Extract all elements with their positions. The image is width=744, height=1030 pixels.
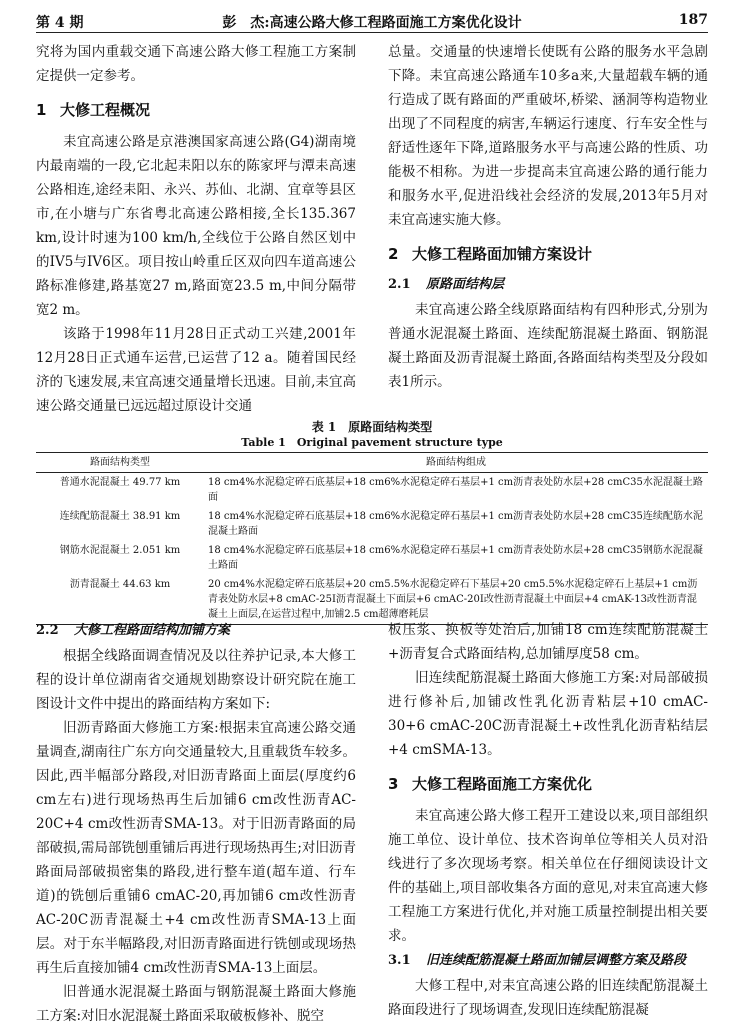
running-title: 彭 杰:高速公路大修工程路面施工方案优化设计 [222, 15, 522, 31]
table-row [36, 507, 708, 541]
paragraph: 旧连续配筋混凝土路面大修施工方案:对局部破损进行修补后,加铺改性乳化沥青粘层+10 cmAC-30+6 cmAC-20C沥青混凝土+改性乳化沥青粘结层+4 cmSMA-13。 [388, 670, 708, 758]
paragraph: 耒宜高速公路全线原路面结构有四种形式,分别为普通水泥混凝土路面、连续配筋混凝土路面、钢筋混凝土路面及沥青混凝土路面,各路面结构类型及分段如表1所示。 [388, 302, 708, 390]
table-row [36, 473, 708, 508]
right-column-bottom [388, 618, 708, 1022]
table-cell-composition: 20 cm4%水泥稳定碎石底基层+20 cm5.5%水泥稳定碎石下基层+20 cm5.5%水泥稳定碎石上基层+1 cm沥青表处防水层+8 cmAC-25I沥青混凝土下面层+6 cmAC-20I改性沥青混凝土中面层+4 cmAK-13改性沥青混凝土上面层,在运营过程中,加铺2.5 cm超薄磨耗层 [204, 575, 708, 625]
table-header-composition: 路面结构组成 [204, 453, 708, 473]
right-column-top [388, 40, 708, 394]
table-caption-en: Table 1 Original pavement structure type [241, 436, 503, 449]
table-cell-composition: 18 cm4%水泥稳定碎石底基层+18 cm6%水泥稳定碎石基层+1 cm沥青表处防水层+28 cmC35连续配筋水泥混凝土路面 [208, 511, 703, 537]
page-number: 187 [678, 12, 708, 28]
table-header-type: 路面结构类型 [36, 453, 204, 473]
paragraph: 根据全线路面调查情况及以往养护记录,本大修工程的设计单位湖南省交通规划勘察设计研究院在施工图设计文件中提出的路面结构方案如下: [36, 648, 356, 712]
table-cell-type: 普通水泥混凝土 49.77 km [59, 477, 181, 488]
paragraph: 耒宜高速公路大修工程开工建设以来,项目部组织施工单位、设计单位、技术咨询单位等相关人员对沿线进行了多次现场考察。相关单位在仔细阅读设计文件的基础上,项目部收集各方面的意见,对耒宜高速大修工程施工方案进行优化,并对施工质量控制提出相关要求。 [388, 808, 708, 944]
subsection-heading-2-2: 2.2 大修工程路面结构加铺方案 [36, 623, 231, 638]
table-cell-type: 连续配筋混凝土 38.91 km [59, 511, 181, 522]
subsection-heading-3-1: 3.1 旧连续配筋混凝土路面加铺层调整方案及路段 [388, 953, 687, 968]
section-heading-2: 2 大修工程路面加铺方案设计 [388, 245, 593, 263]
running-header [36, 10, 708, 33]
pavement-structure-table [36, 452, 708, 625]
section-heading-1: 1 大修工程概况 [36, 101, 151, 119]
paragraph: 旧普通水泥混凝土路面与钢筋混凝土路面大修施工方案:对旧水泥混凝土路面采取破板修补、脱空 [36, 984, 356, 1024]
table-caption-cn: 表 1 原路面结构类型 [311, 420, 433, 434]
paragraph: 耒宜高速公路是京港澳国家高速公路(G4)湖南境内最南端的一段,它北起耒阳以东的陈家坪与潭耒高速公路相连,途经耒阳、永兴、苏仙、北湖、宜章等县区市,在小塘与广东省粤北高速公路相接,全长135.367 km,设计时速为100 km/h,全线位于公路自然区划中的IV5与IV6区。项目按山岭重丘区双向四车道高速公路标准修建,路基宽27 m,路面宽23.5 m,中间分隔带宽2 m。 [36, 134, 356, 318]
table-cell-composition: 18 cm4%水泥稳定碎石底基层+18 cm6%水泥稳定碎石基层+1 cm沥青表处防水层+28 cmC35水泥混凝土路面 [208, 477, 703, 503]
table-cell-type: 沥青混凝土 44.63 km [36, 575, 204, 625]
table-row [36, 541, 708, 575]
paragraph: 该路于1998年11月28日正式动工兴建,2001年12月28日正式通车运营,已运营了12 a。随着国民经济的飞速发展,耒宜高速交通量增长迅速。目前,耒宜高速公路交通量已远远超过原设计交通 [36, 326, 356, 414]
table-cell-type: 钢筋水泥混凝土 2.051 km [59, 545, 181, 556]
table-cell-composition: 18 cm4%水泥稳定碎石底基层+18 cm6%水泥稳定碎石基层+1 cm沥青表处防水层+28 cmC35钢筋水泥混凝土路面 [208, 545, 703, 571]
issue-number: 第 4 期 [36, 15, 84, 31]
paragraph: 旧沥青路面大修施工方案:根据耒宜高速公路交通量调查,湖南往广东方向交通量较大,且重载货车较多。因此,西半幅部分路段,对旧沥青路面上面层(厚度约6 cm左右)进行现场热再生后加铺6 cm改性沥青AC-20C+4 cm改性沥青SMA-13。对于旧沥青路面的局部破损,需局部铣刨重铺后再进行现场热再生;对旧沥青路面局部破损密集的路段,进行整车道(超车道、行车道)的铣刨后重铺6 cmAC-20,再加铺6 cm改性沥青AC-20C沥青混凝土+4 cm改性沥青SMA-13上面层。对于东半幅路段,对旧沥青路面进行铣刨或现场热再生后直接加铺4 cm改性沥青SMA-13上面层。 [36, 720, 356, 976]
left-column-bottom [36, 618, 356, 1028]
table-header-row [36, 453, 708, 473]
section-heading-3: 3 大修工程路面施工方案优化 [388, 775, 593, 793]
paragraph: 究将为国内重载交通下高速公路大修工程施工方案制定提供一定参考。 [36, 44, 356, 84]
left-column-top [36, 40, 356, 418]
paragraph: 板压浆、换板等处治后,加铺18 cm连续配筋混凝土+沥青复合式路面结构,总加铺厚度58 cm。 [388, 622, 708, 662]
paragraph: 大修工程中,对耒宜高速公路的旧连续配筋混凝土路面段进行了现场调查,发现旧连续配筋混凝 [388, 978, 708, 1018]
paragraph: 总量。交通量的快速增长使既有公路的服务水平急剧下降。耒宜高速公路通车10多a来,大量超载车辆的通行造成了既有路面的严重破坏,桥梁、涵洞等构造物业出现了不同程度的病害,车辆运行速度、行车安全性与舒适性逐年下降,道路服务水平与高速公路的性质、功能极不相称。为进一步提高耒宜高速公路的通行能力和服务水平,促进沿线社会经济的发展,2013年5月对耒宜高速实施大修。 [388, 44, 708, 228]
subsection-heading-2-1: 2.1 原路面结构层 [388, 277, 505, 292]
